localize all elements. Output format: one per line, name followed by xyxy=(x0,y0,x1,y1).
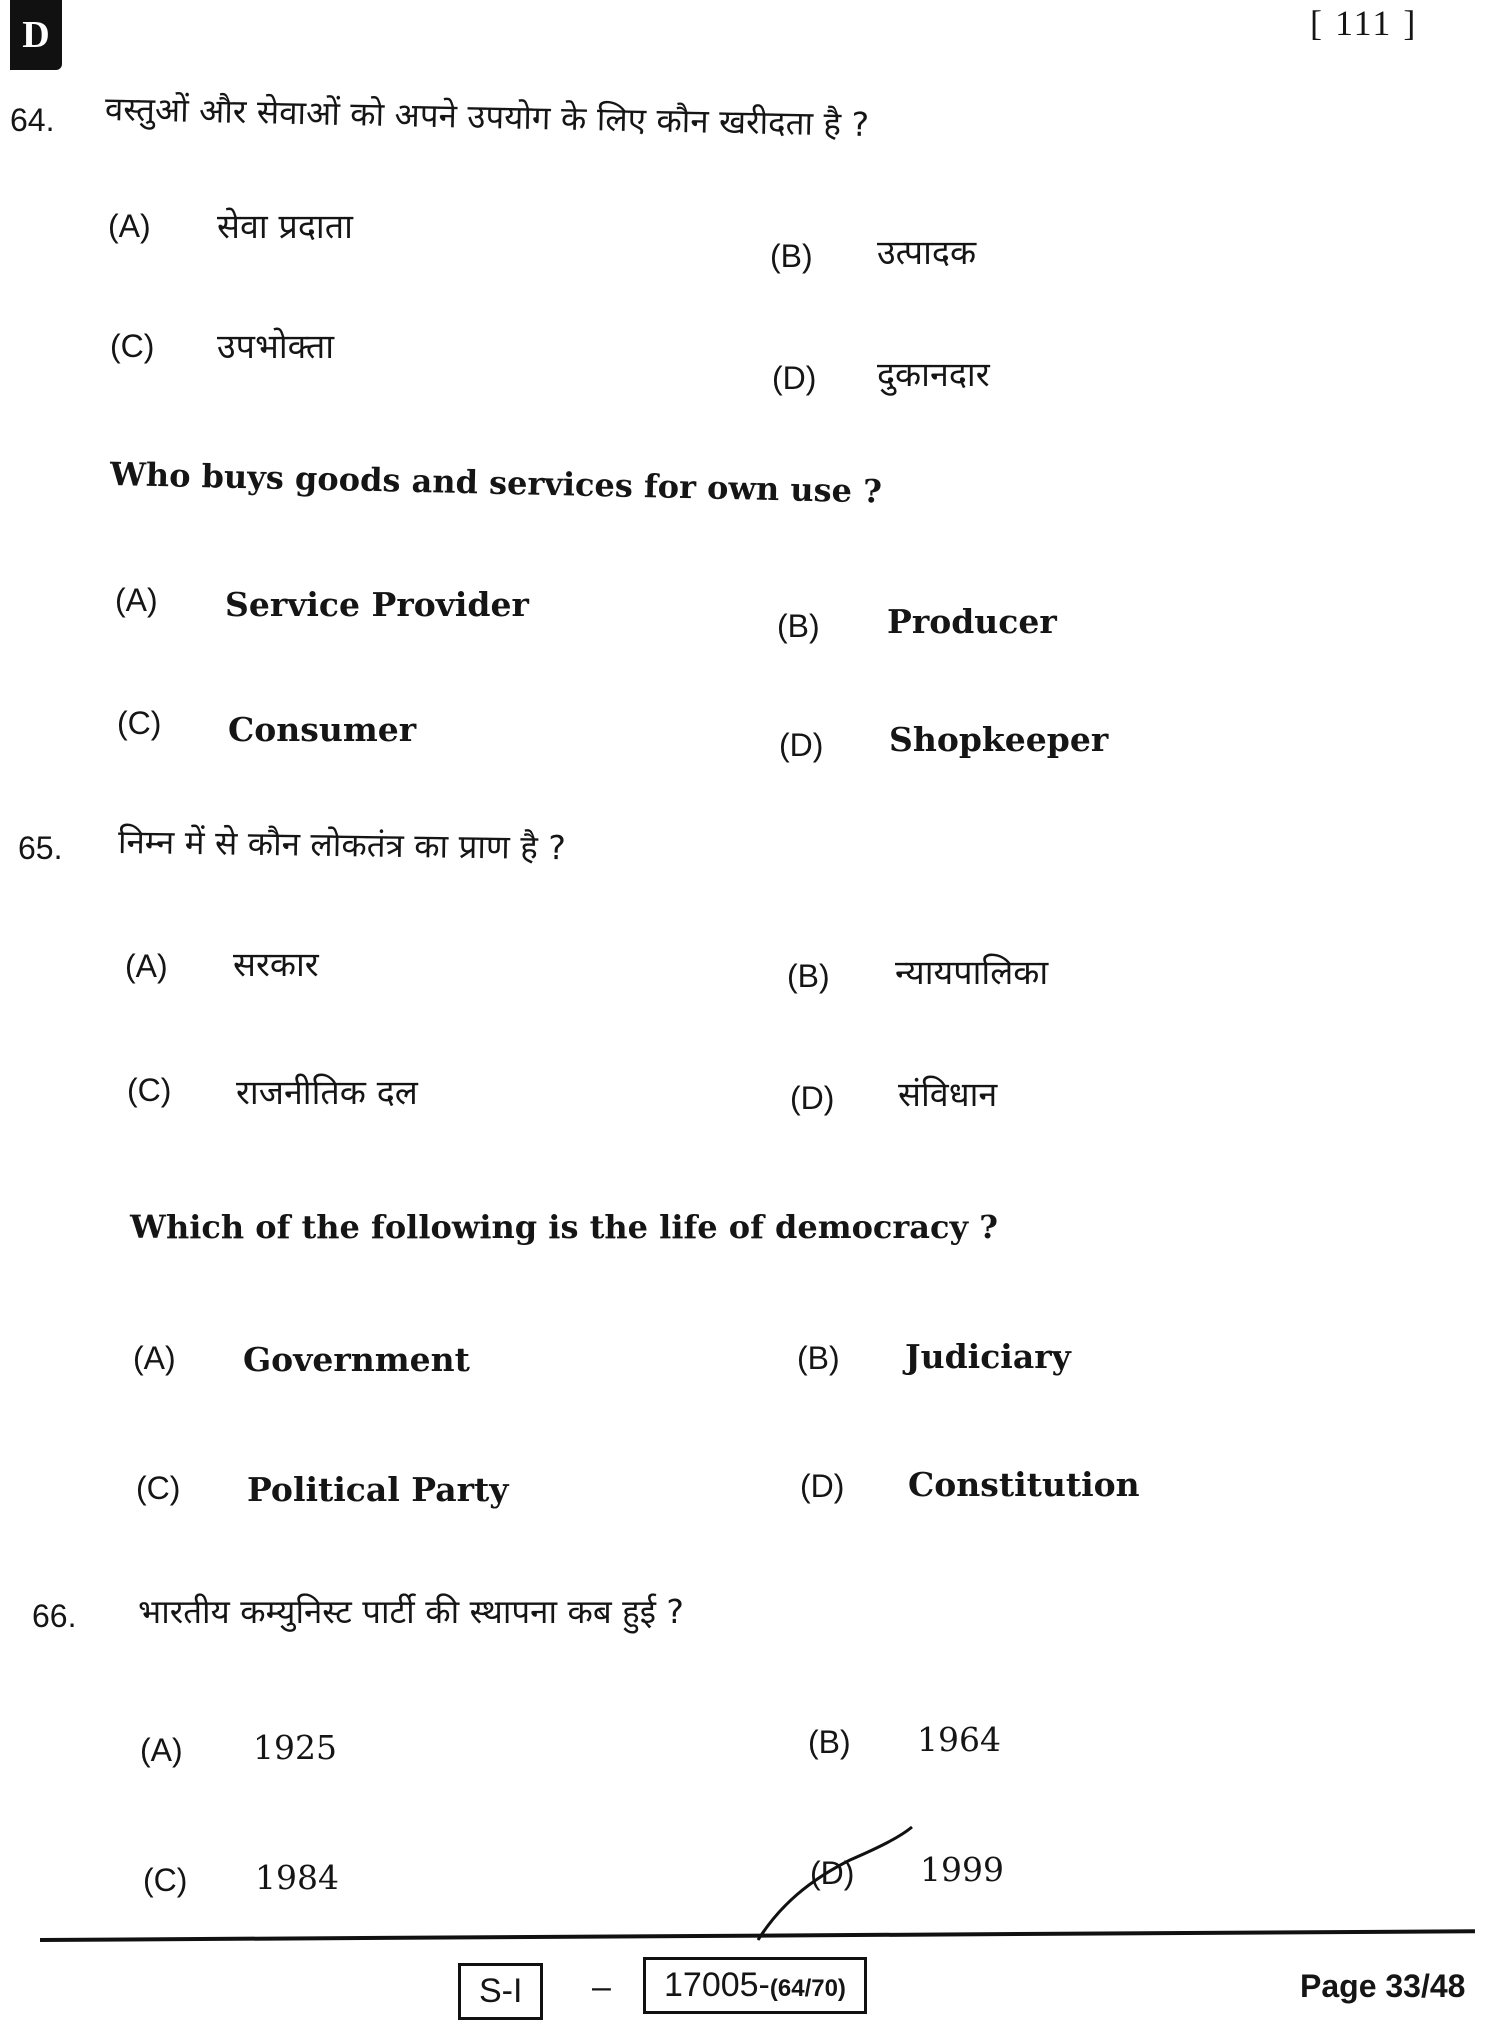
option-label[interactable]: (D) xyxy=(772,360,817,396)
pen-check-mark-icon xyxy=(750,1825,920,1945)
option-text[interactable]: Political Party xyxy=(247,1470,509,1509)
page-number: Page 33/48 xyxy=(1300,1968,1466,2004)
option-label[interactable]: (C) xyxy=(110,328,155,364)
option-text[interactable]: Consumer xyxy=(228,710,417,749)
option-label[interactable]: (B) xyxy=(777,608,820,644)
series-code-box: S-I xyxy=(458,1963,543,2020)
option-label[interactable]: (A) xyxy=(115,582,158,618)
option-text[interactable]: Government xyxy=(243,1340,470,1379)
question-text-hindi: निम्न में से कौन लोकतंत्र का प्राण है ? xyxy=(117,822,567,868)
question-number: 64. xyxy=(10,102,55,138)
option-text[interactable]: Producer xyxy=(887,602,1057,641)
option-text[interactable]: Service Provider xyxy=(225,585,529,624)
option-label[interactable]: (D) xyxy=(810,1855,855,1891)
option-text[interactable]: Judiciary xyxy=(905,1337,1071,1376)
option-label[interactable]: (A) xyxy=(108,208,151,244)
option-text[interactable]: सेवा प्रदाता xyxy=(217,207,353,247)
option-label[interactable]: (A) xyxy=(140,1732,183,1768)
option-text[interactable]: सरकार xyxy=(233,945,319,985)
question-number: 66. xyxy=(32,1598,77,1634)
option-label[interactable]: (B) xyxy=(808,1724,851,1760)
option-label[interactable]: (A) xyxy=(133,1340,176,1376)
question-text-hindi: वस्तुओं और सेवाओं को अपने उपयोग के लिए कौन खरीदता है ? xyxy=(104,89,870,145)
option-text[interactable]: उत्पादक xyxy=(877,233,977,273)
option-text[interactable]: 1925 xyxy=(253,1728,337,1767)
option-text[interactable]: संविधान xyxy=(898,1075,998,1115)
paper-code-box xyxy=(643,1957,867,2014)
question-text-english: Who buys goods and services for own use ? xyxy=(109,455,883,511)
option-label[interactable]: (C) xyxy=(117,705,162,741)
option-label[interactable]: (C) xyxy=(127,1072,172,1108)
question-number: 65. xyxy=(18,830,63,866)
option-label[interactable]: (B) xyxy=(787,958,830,994)
option-text[interactable]: 1964 xyxy=(917,1720,1001,1759)
option-text[interactable]: Constitution xyxy=(908,1465,1140,1504)
paper-code: 17005- xyxy=(664,1966,770,2004)
option-text[interactable]: 1999 xyxy=(920,1850,1004,1889)
set-badge: D xyxy=(10,0,62,70)
question-text-hindi: भारतीय कम्युनिस्ट पार्टी की स्थापना कब हुई ? xyxy=(138,1592,684,1631)
option-text[interactable]: 1984 xyxy=(255,1858,339,1897)
option-label[interactable]: (C) xyxy=(143,1862,188,1898)
option-label[interactable]: (D) xyxy=(800,1468,845,1504)
option-label[interactable]: (D) xyxy=(779,727,824,763)
separator: – xyxy=(592,1968,611,2006)
paper-code-sub: (64/70) xyxy=(769,1975,846,2002)
option-label[interactable]: (B) xyxy=(797,1340,840,1376)
option-text[interactable]: राजनीतिक दल xyxy=(236,1073,418,1113)
option-text[interactable]: Shopkeeper xyxy=(889,720,1109,759)
option-label[interactable]: (B) xyxy=(770,238,813,274)
option-label[interactable]: (A) xyxy=(125,948,168,984)
option-text[interactable]: दुकानदार xyxy=(877,355,990,395)
option-text[interactable]: न्यायपालिका xyxy=(895,953,1049,993)
option-label[interactable]: (D) xyxy=(790,1080,835,1116)
page-code: [ 111 ] xyxy=(1310,3,1418,43)
option-label[interactable]: (C) xyxy=(136,1470,181,1506)
option-text[interactable]: उपभोक्ता xyxy=(217,327,335,367)
question-text-english: Which of the following is the life of democracy ? xyxy=(130,1208,998,1246)
